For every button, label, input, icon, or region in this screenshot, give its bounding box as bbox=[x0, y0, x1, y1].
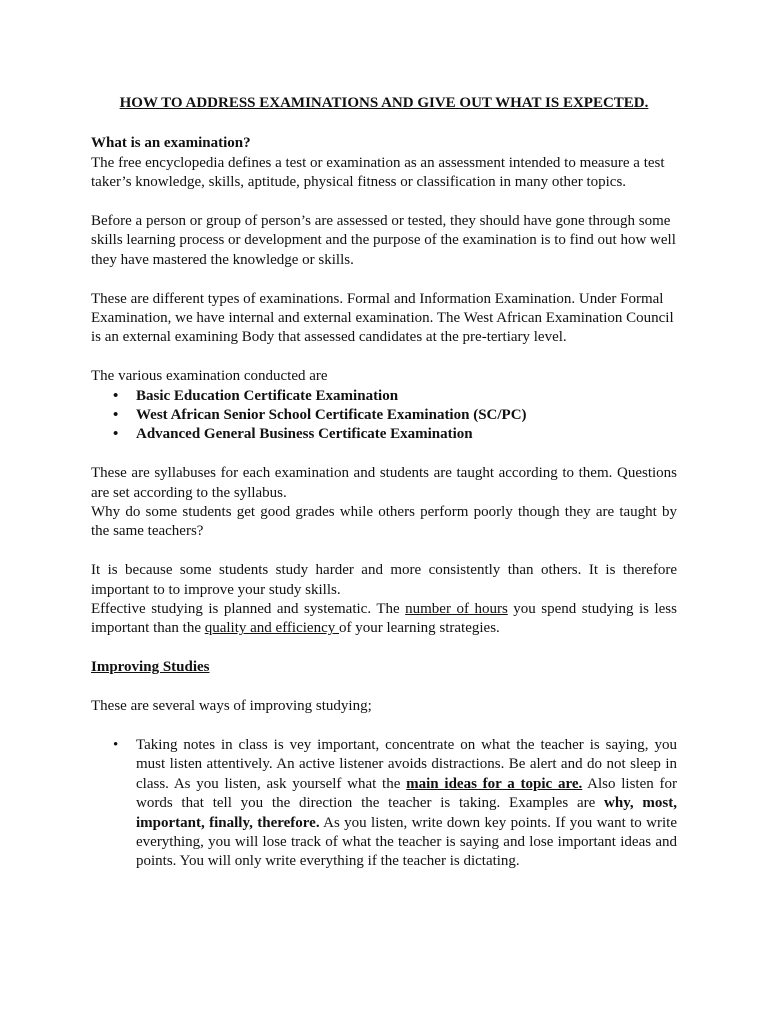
list-item bbox=[91, 425, 677, 444]
list-item-label: West African Senior School Certificate Examination (SC/PC) bbox=[136, 407, 527, 424]
list-item: • Taking notes in class is vey important, concentrate on what the teacher is saying, you must listen attentively. An active listener avoids distractions. Be alert and do not sleep in class. As you listen, ask yourself what the main ideas for a topic are. Also listen for words that tell you the direction the teacher is taking. Examples are why, most, important, finally, therefore. As you listen, write down key points. If you want to write everything, you will lose track of what the teacher is saying and lose important ideas and points. You will only write everything if the teacher is dictating. bbox=[113, 736, 677, 870]
tips-list bbox=[91, 736, 677, 872]
paragraph-syllabus: These are syllabuses for each examination and students are taught according to them. Questions are set according to the syllabus. bbox=[91, 465, 677, 501]
paragraph-study-harder: It is because some students study harder and more consistently than others. It is therefore important to to improve your study skills. bbox=[91, 562, 677, 598]
bullet-icon: • bbox=[113, 387, 119, 404]
list-item-label: Basic Education Certificate Examination bbox=[136, 387, 399, 404]
underlined-number-of-hours: number of hours bbox=[405, 601, 508, 618]
list-item bbox=[91, 406, 677, 425]
exam-list bbox=[91, 387, 677, 445]
paragraph-definition: The free encyclopedia defines a test or examination as an assessment intended to measure a test taker’s knowledge, skills, aptitude, physical fitness or classification in many other topics. bbox=[91, 154, 665, 191]
document-title: HOW TO ADDRESS EXAMINATIONS AND GIVE OUT WHAT IS EXPECTED. bbox=[119, 95, 649, 111]
emphasis-main-ideas: main ideas for a topic are. bbox=[406, 775, 583, 792]
paragraph-ways-improving: These are several ways of improving studying; bbox=[91, 698, 372, 715]
paragraph-exam-types: These are different types of examinations. Formal and Information Examination. Under Formal Examination, we have internal and external examination. The West African Examination Council is an external examining Body that assessed candidates at the pre-tertiary level. bbox=[91, 290, 674, 346]
paragraph-effective-studying: Effective studying is planned and systematic. The number of hours you spend studying is less important than the quality and efficiency of your learning strategies. bbox=[91, 601, 677, 637]
bullet-icon: • bbox=[113, 736, 119, 753]
underlined-quality-efficiency: quality and efficiency bbox=[204, 620, 339, 637]
paragraph-good-grades-question: Why do some students get good grades while others perform poorly though they are taught by the same teachers? bbox=[91, 504, 677, 540]
emphasis-direction-words: why, most, important, finally, therefore. bbox=[136, 795, 677, 831]
section-heading-what-is-exam: What is an examination? bbox=[91, 135, 251, 152]
paragraph-exams-conducted: The various examination conducted are bbox=[91, 368, 328, 385]
list-item bbox=[91, 387, 677, 406]
list-item-label: Advanced General Business Certificate Examination bbox=[136, 426, 473, 443]
bullet-icon: • bbox=[113, 426, 119, 443]
bullet-icon: • bbox=[113, 407, 119, 424]
paragraph-assessment: Before a person or group of person’s are assessed or tested, they should have gone through some skills learning process or development and the purpose of the examination is to find out how well they have mastered the knowledge or skills. bbox=[91, 213, 676, 268]
document-body bbox=[91, 94, 677, 872]
section-heading-improving-studies: Improving Studies bbox=[91, 659, 210, 676]
